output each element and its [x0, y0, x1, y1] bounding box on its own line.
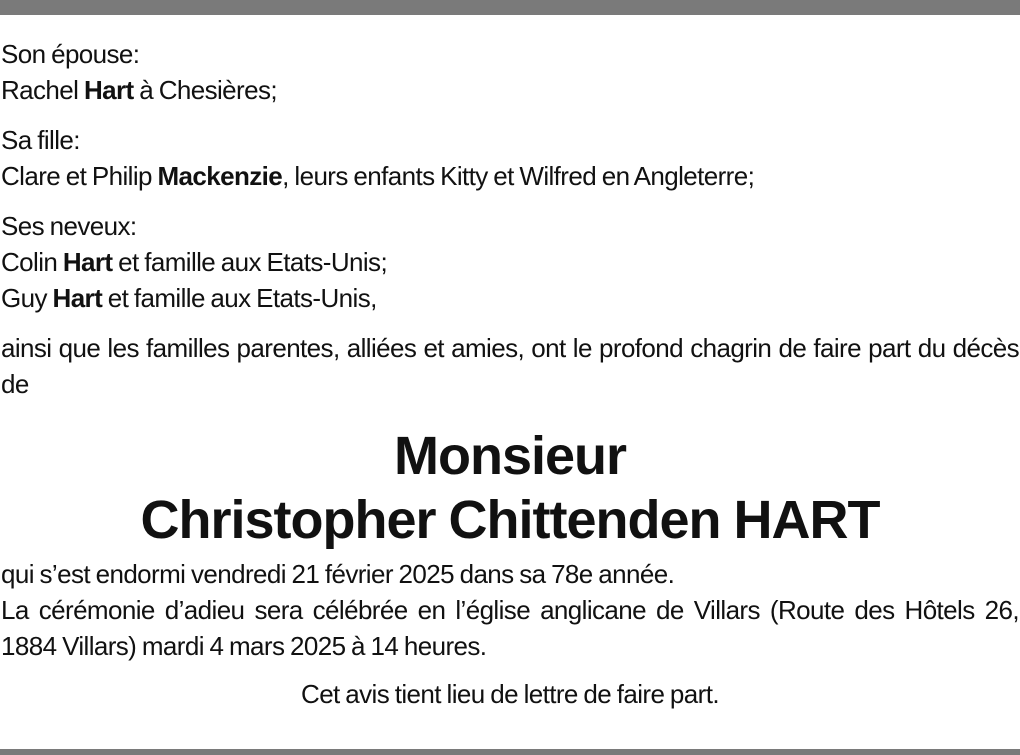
nephew-rest: et famille aux Etats-Unis;: [112, 247, 388, 277]
spouse-surname: Hart: [83, 75, 134, 105]
spouse-heading: Son épouse:: [1, 39, 140, 69]
nephew-surname: Hart: [52, 283, 103, 313]
details-line: La cérémonie d’adieu sera célébrée en l’église anglicane de Villars (Route des Hôtels 26, 1884 Villars) mardi 4 mars 2025 à 14 heures.: [1, 595, 1019, 661]
nephew-first-name: Colin: [1, 247, 58, 277]
daughter-line: [1, 158, 1019, 194]
details-line: qui s’est endormi vendredi 21 février 2025 dans sa 78e année.: [1, 559, 675, 589]
bottom-rule: [0, 749, 1020, 755]
nephews-heading: Ses neveux:: [1, 211, 137, 241]
spouse-first-name: Rachel: [1, 75, 79, 105]
daughter-heading: Sa fille:: [1, 125, 80, 155]
announcement-paragraph: ainsi que les familles parentes, alliées et amies, ont le profond chagrin de faire part du décès de: [1, 333, 1019, 399]
closing-line: Cet avis tient lieu de lettre de faire part.: [301, 679, 719, 709]
spouse-line: [1, 72, 1019, 108]
nephew-line: [1, 244, 1019, 280]
spouse-block: [1, 36, 1019, 108]
obituary-notice: [1, 36, 1019, 712]
nephew-rest: et famille aux Etats-Unis,: [102, 283, 377, 313]
details-paragraph: [1, 556, 1019, 664]
nephews-block: [1, 208, 1019, 316]
daughter-surname: Mackenzie: [157, 161, 283, 191]
top-rule: [0, 0, 1020, 15]
deceased-title: Monsieur: [393, 426, 627, 486]
deceased-name: Christopher Chittenden HART: [140, 490, 880, 550]
daughter-block: [1, 122, 1019, 194]
spouse-rest: à Chesières;: [133, 75, 277, 105]
deceased-name-block: [1, 424, 1019, 552]
daughter-first-names: Clare et Philip: [1, 161, 152, 191]
nephew-surname: Hart: [62, 247, 113, 277]
nephew-first-name: Guy: [1, 283, 47, 313]
nephew-line: [1, 280, 1019, 316]
daughter-rest: , leurs enfants Kitty et Wilfred en Angleterre;: [282, 161, 755, 191]
